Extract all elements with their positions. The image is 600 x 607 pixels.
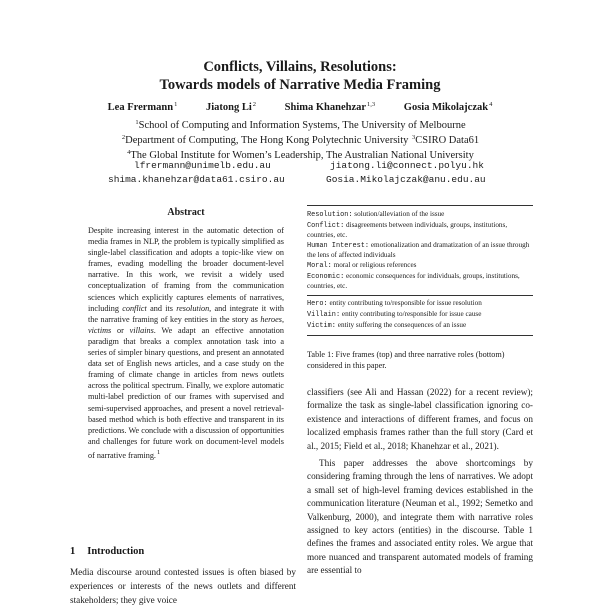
paper-title-line-1: Conflicts, Villains, Resolutions: — [203, 59, 397, 75]
table-row: Conflict: disagreements between individuals, groups, institutions, countries, etc. — [307, 220, 508, 240]
footnote-mark[interactable]: 1 — [156, 448, 161, 456]
author-4: Gosia Mikolajczak$^4$ — [403, 101, 493, 113]
author-3: Shima Khanehzar$^{1,3}$ — [284, 101, 376, 113]
table-row: Villain: entity contributing to/responsible for issue cause — [307, 310, 482, 320]
abstract-body: Despite increasing interest in the automatic detection of media frames in NLP, the problem is typically simplified as single-label classification and adopts a topic-like view on frames, evading modelling the broader document-level narrative. In this work, we revisit a widely used conceptualization of framing from the communication sciences which explicitly captures elements of narratives, including conflict and its resolution, and integrate it with the narrative framing of key entities in the story as heroes, victims or villains. We adapt an effective annotation paradigm that breaks a complex annotation task into a series of simpler binary questions, and present an annotated data set of English news articles, and a case study on the framing of climate change in articles from news outlets across the political spectrum. Finally, we explore automatic multi-label prediction of our frames with supervised and semi-supervised approaches, and present a novel retrieval-based method which is both effective and transparent in its predictions. We conclude with a discussion of opportunities and challenges for future work on document-level models of narrative framing.$^1$ — [88, 226, 284, 460]
table-caption: Table 1: Five frames (top) and three narrative roles (bottom) considered in this paper. — [307, 350, 505, 371]
author-1: Lea Frermann$^1$ — [107, 101, 178, 113]
email-khanehzar[interactable]: shima.khanehzar@data61.csiro.au — [108, 174, 285, 185]
email-mikolajczak[interactable]: Gosia.Mikolajczak@anu.edu.au — [326, 174, 486, 185]
table-row: Victim: entity suffering the consequences of an issue — [307, 320, 467, 330]
table-row: Human Interest: emotionalization and dramatization of an issue through the lens of affected individuals — [307, 240, 530, 260]
author-2: Jiatong Li$^2$ — [205, 101, 257, 113]
paragraph: classifiers (see Ali and Hassan (2022) for a recent review); formalize the task as single-label classification ignoring co-existence and interactions of different frames, and focus on localized emphasis frames rather than the full story (Card et al., 2015; Field et al., 2018; Khanehzar et al., 2021). — [307, 387, 533, 451]
right-column-text — [307, 386, 533, 582]
email-li[interactable]: jiatong.li@connect.polyu.hk — [330, 160, 484, 171]
affiliation-1: $^1$School of Computing and Information Systems, The University of Melbourne — [135, 119, 466, 131]
table-row: Moral: moral or religious references — [307, 260, 417, 270]
paragraph: This paper addresses the above shortcomings by considering framing through the lens of narratives. We adopt a small set of high-level framing devices established in the communication literature (Neuman et al., 1992; Semetko and Valkenburg, 2000), and integrate them with narrative roles assigned to key actors (entities) in the discourse. Table 1 defines the frames and associated entity roles. We argue that more nuanced and transparent automated models of framing are essential to — [307, 458, 533, 576]
affiliation-2-3: $^2$Department of Computing, The Hong Kong Polytechnic University $^3$CSIRO Data61 — [121, 134, 480, 146]
table-divider — [307, 295, 533, 296]
table-row: Economic: economic consequences for individuals, groups, institutions, countries, etc. — [307, 271, 520, 291]
email-frermann[interactable]: lfrermann@unimelb.edu.au — [134, 160, 271, 171]
table-row: Resolution: solution/alleviation of the issue — [307, 210, 445, 219]
author-list — [0, 101, 600, 113]
table-1 — [307, 205, 533, 336]
introduction-text: Media discourse around contested issues is often biased by experiences or interests of the news outlets and different stakeholders; they give voice — [70, 567, 296, 605]
abstract-heading: Abstract — [167, 207, 205, 218]
table-row: Hero: entity contributing to/responsible for issue resolution — [307, 299, 482, 309]
section-heading-introduction: 1 Introduction — [70, 546, 145, 557]
affiliation-4: $^4$The Global Institute for Women’s Leadership, The Australian National University — [127, 149, 474, 161]
paper-title-line-2: Towards models of Narrative Media Framing — [159, 77, 441, 93]
